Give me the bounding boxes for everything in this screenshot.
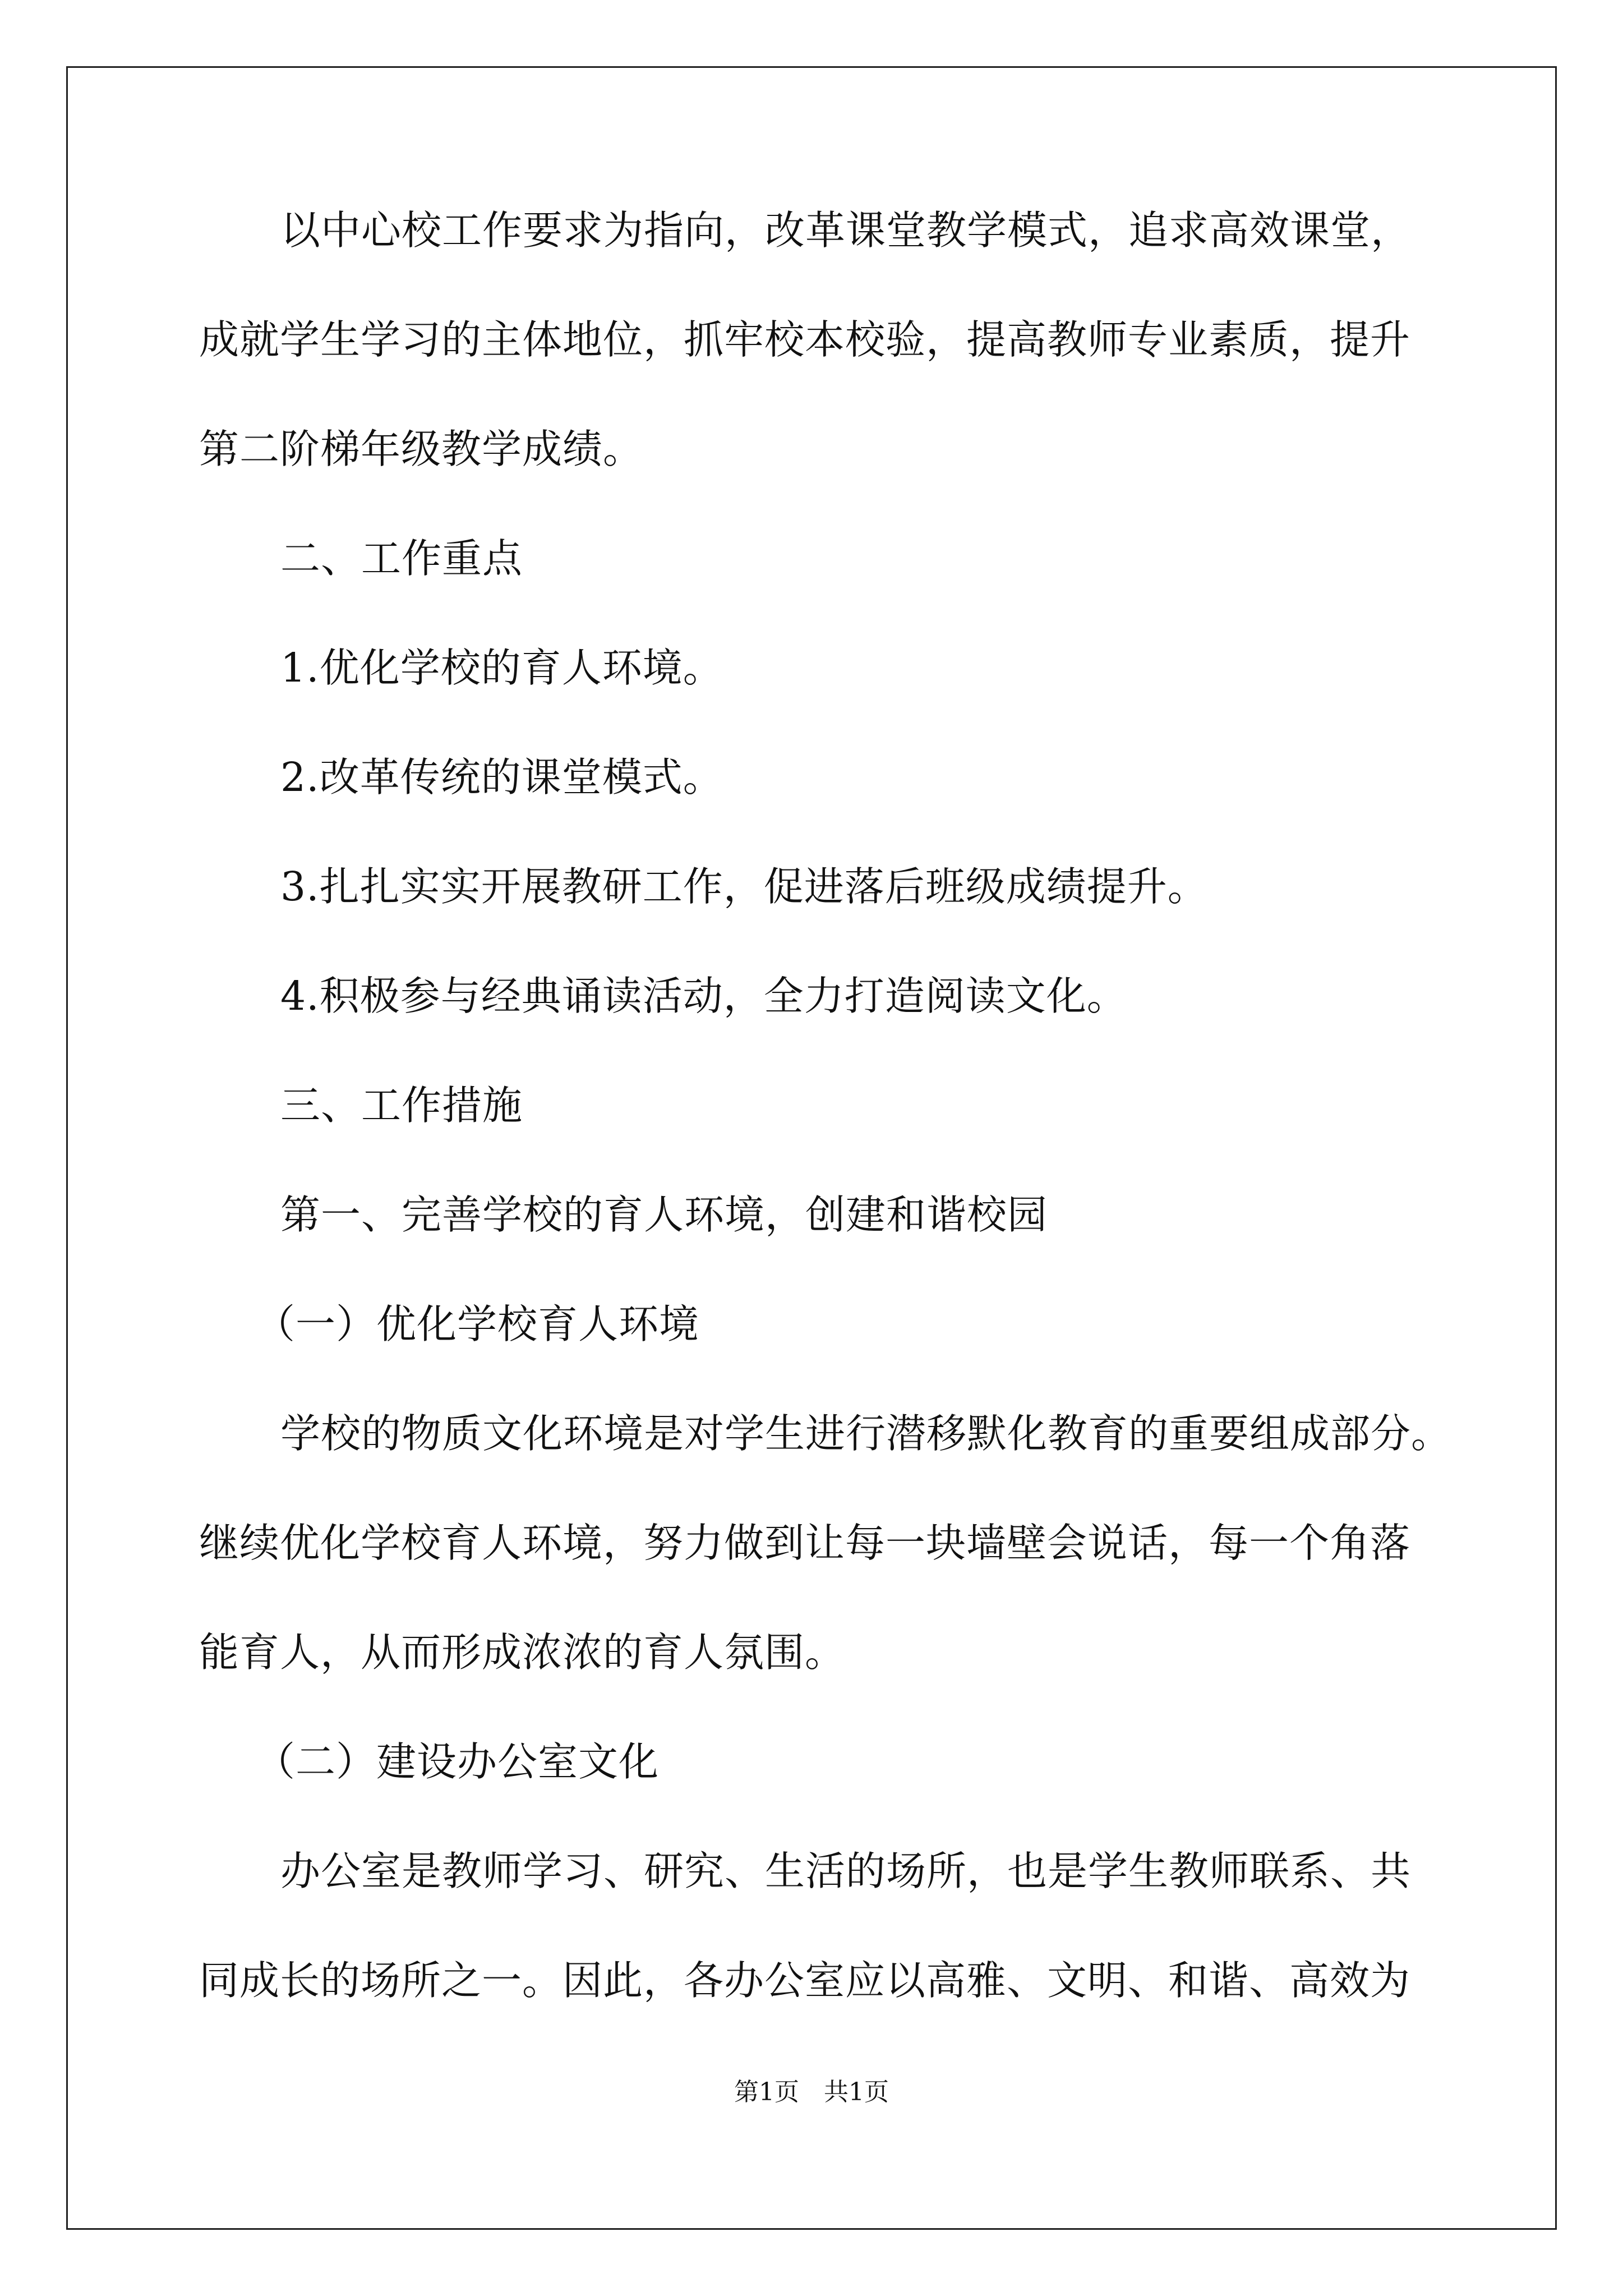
list-item: 2.改革传统的课堂模式。 bbox=[280, 754, 723, 800]
body-line: 第二阶梯年级教学成绩。 bbox=[199, 426, 644, 472]
body-line: 继续优化学校育人环境，努力做到让每一块墙壁会说话，每一个角落 bbox=[199, 1520, 1411, 1566]
subsection-heading: 第一、完善学校的育人环境，创建和谐校园 bbox=[280, 1191, 1048, 1238]
subsection-heading: （二）建设办公室文化 bbox=[255, 1738, 660, 1785]
body-line: 能育人，从而形成浓浓的育人氛围。 bbox=[199, 1629, 846, 1676]
page-footer: 第1页 共1页 bbox=[734, 2078, 889, 2106]
section-heading: 三、工作措施 bbox=[280, 1082, 523, 1129]
body-line: 学校的物质文化环境是对学生进行潜移默化教育的重要组成部分。 bbox=[280, 1410, 1452, 1457]
body-line: 办公室是教师学习、研究、生活的场所，也是学生教师联系、共 bbox=[280, 1848, 1412, 1894]
document-body bbox=[199, 207, 1452, 2070]
list-item: 1.优化学校的育人环境。 bbox=[280, 645, 723, 691]
body-line: 同成长的场所之一。因此，各办公室应以高雅、文明、和谐、高效为 bbox=[199, 1957, 1411, 2004]
body-line: 成就学生学习的主体地位，抓牢校本校验，提高教师专业素质，提升 bbox=[199, 316, 1411, 363]
body-line: 以中心校工作要求为指向，改革课堂教学模式，追求高效课堂， bbox=[280, 207, 1412, 254]
section-heading: 二、工作重点 bbox=[280, 535, 523, 582]
list-item: 4.积极参与经典诵读活动，全力打造阅读文化。 bbox=[280, 973, 1127, 1019]
subsection-heading: （一）优化学校育人环境 bbox=[255, 1301, 700, 1347]
list-item: 3.扎扎实实开展教研工作，促进落后班级成绩提升。 bbox=[280, 863, 1208, 910]
